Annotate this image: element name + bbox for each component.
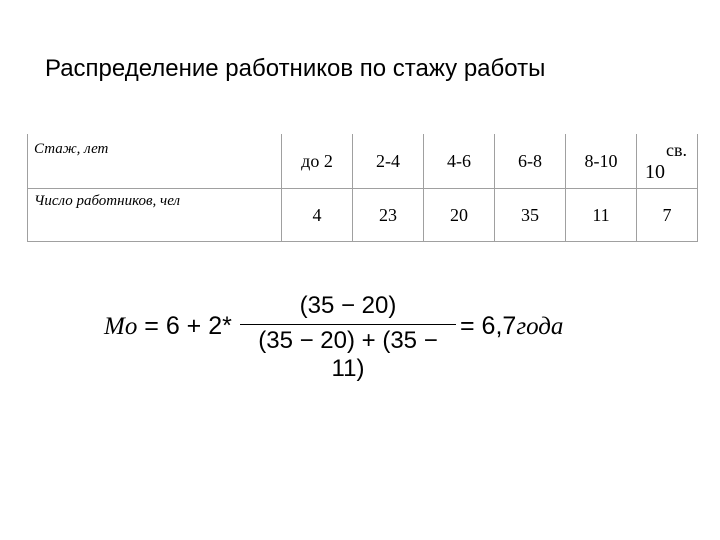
row-label-workers: Число работников, чел	[28, 189, 282, 242]
row-label-experience: Стаж, лет	[28, 134, 282, 189]
formula-result: = 6,7	[460, 312, 517, 340]
interval-cell: до 2	[282, 134, 353, 189]
interval-last-top: св.	[666, 140, 687, 160]
fraction-bar	[240, 324, 456, 325]
formula-numerator: (35 − 20)	[299, 292, 397, 319]
table-row-workers	[28, 189, 698, 242]
count-cell: 20	[424, 189, 495, 242]
count-cell: 11	[566, 189, 637, 242]
interval-cell: 4-6	[424, 134, 495, 189]
count-cell: 7	[637, 189, 698, 242]
formula-unit: года	[516, 313, 564, 340]
formula-fraction	[240, 292, 456, 383]
table-row-experience	[28, 134, 698, 189]
slide-title: Распределение работников по стажу работы	[45, 55, 546, 82]
count-cell: 4	[282, 189, 353, 242]
formula-lhs	[104, 312, 232, 341]
interval-cell-last	[637, 134, 698, 189]
interval-last-bottom: 10	[645, 161, 665, 183]
formula-lhs-eq: = 6 + 2*	[137, 312, 232, 340]
formula-denominator: (35 − 20) + (35 − 11)	[258, 327, 438, 382]
interval-cell: 8-10	[566, 134, 637, 189]
interval-cell: 2-4	[353, 134, 424, 189]
mode-formula	[104, 292, 584, 382]
formula-rhs	[460, 312, 563, 341]
count-cell: 23	[353, 189, 424, 242]
interval-cell: 6-8	[495, 134, 566, 189]
formula-var: Mo	[104, 313, 138, 340]
count-cell: 35	[495, 189, 566, 242]
distribution-table	[27, 134, 698, 242]
